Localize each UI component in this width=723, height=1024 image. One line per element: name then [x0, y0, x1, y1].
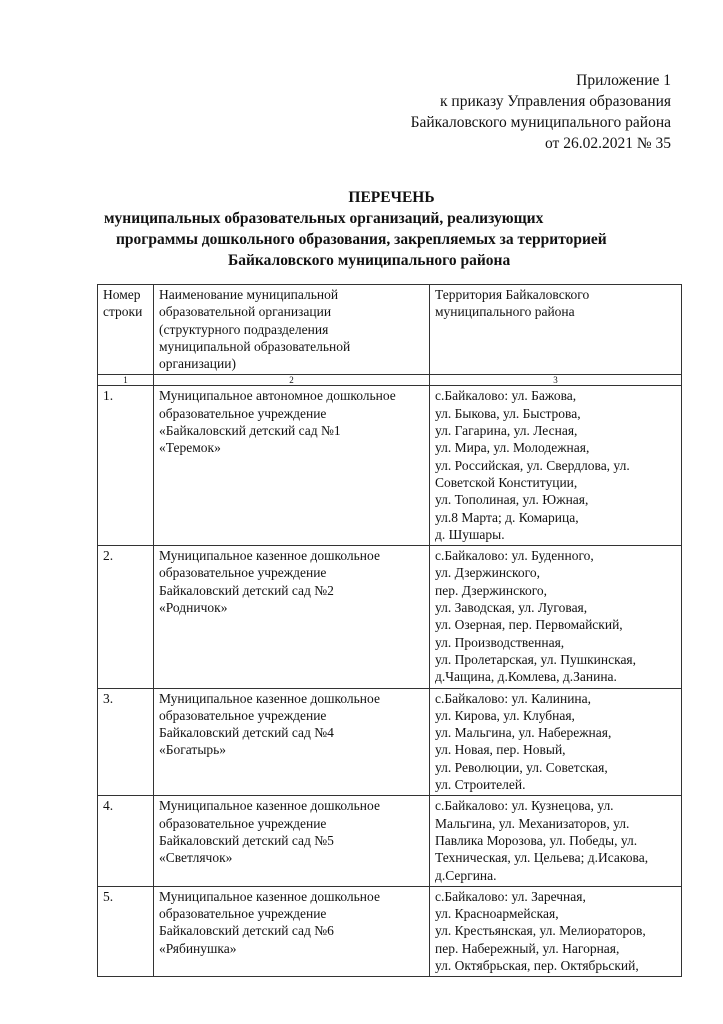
cell-text-line: образовательное учреждение [159, 565, 327, 581]
organization-name [154, 796, 430, 886]
cell-text-line: «Родничок» [159, 600, 228, 616]
cell-text-line: «Светлячок» [159, 850, 233, 866]
territory [430, 688, 682, 796]
header-cell-organization [154, 285, 430, 375]
cell-text-line: ул. Дзержинского, [435, 565, 540, 581]
organizations-table [97, 284, 682, 977]
cell-text-line: Техническая, ул. Цельева; д.Исакова, [435, 850, 649, 866]
cell-text-line: «Богатырь» [159, 742, 227, 758]
cell-text-line: Наименование муниципальной [159, 287, 339, 302]
organization-name [154, 886, 430, 976]
organization-name [154, 688, 430, 796]
cell-text-line: строки [103, 304, 143, 320]
cell-text-line: д.Чащина, д.Комлева, д.Занина. [435, 669, 617, 685]
cell-text-line: «Байкаловский детский сад №1 [159, 423, 341, 439]
title-line: Байкаловского муниципального района [228, 252, 511, 269]
territory [430, 886, 682, 976]
appendix-line: к приказу Управления образования [440, 93, 671, 110]
cell-text-line: Муниципальное казенное дошкольное [159, 888, 380, 904]
cell-text-line: с.Байкалово: ул. Буденного, [435, 548, 594, 564]
appendix-line: Байкаловского муниципального района [410, 114, 671, 131]
row-number: 1. [98, 386, 154, 546]
row-number: 3. [98, 688, 154, 796]
table-row [98, 796, 682, 886]
cell-text-line: Муниципальное казенное дошкольное [159, 548, 380, 564]
row-number: 5. [98, 886, 154, 976]
cell-text-line: Байкаловский детский сад №5 [159, 832, 334, 848]
cell-text-line: д.Сергина. [435, 867, 497, 883]
cell-text-line: ул.8 Марта; д. Комарица, [435, 509, 579, 525]
row-number: 2. [98, 546, 154, 688]
table-row [98, 886, 682, 976]
cell-text-line: Муниципальное автономное дошкольное [159, 388, 396, 404]
cell-text-line: образовательное учреждение [159, 815, 327, 831]
cell-text-line: ул. Строителей. [435, 777, 526, 793]
cell-text-line: Муниципальное казенное дошкольное [159, 798, 380, 814]
title-line: программы дошкольного образования, закрепляемых за территорией [116, 231, 607, 248]
row-number: 4. [98, 796, 154, 886]
appendix-line: Приложение 1 [576, 72, 671, 89]
cell-text-line: пер. Дзержинского, [435, 582, 548, 598]
header-cell-number [98, 285, 154, 375]
column-numbers-row [98, 375, 682, 386]
cell-text-line: ул. Революции, ул. Советская, [435, 759, 608, 775]
cell-text-line: образовательное учреждение [159, 707, 327, 723]
cell-text-line: образовательной организации [159, 304, 332, 320]
cell-text-line: Муниципальное казенное дошкольное [159, 690, 380, 706]
cell-text-line: «Теремок» [159, 440, 221, 456]
cell-text-line: с.Байкалово: ул. Бажова, [435, 388, 577, 404]
territory [430, 546, 682, 688]
cell-text-line: с.Байкалово: ул. Кузнецова, ул. [435, 798, 614, 814]
cell-text-line: Байкаловский детский сад №4 [159, 725, 334, 741]
cell-text-line: ул. Гагарина, ул. Лесная, [435, 423, 578, 439]
cell-text-line: муниципальной образовательной [159, 338, 351, 354]
title-line: ПЕРЕЧЕНЬ [348, 189, 435, 206]
cell-text-line: (структурного подразделения [159, 321, 329, 337]
territory [430, 386, 682, 546]
cell-text-line: д. Шушары. [435, 526, 505, 542]
cell-text-line: Байкаловский детский сад №2 [159, 582, 334, 598]
cell-text-line: ул. Производственная, [435, 634, 565, 650]
cell-text-line: ул. Тополиная, ул. Южная, [435, 492, 589, 508]
cell-text-line: с.Байкалово: ул. Заречная, [435, 888, 586, 904]
cell-text-line: Байкаловский детский сад №6 [159, 923, 334, 939]
title-line: муниципальных образовательных организаций, реализующих [104, 210, 544, 227]
document-title [0, 187, 723, 271]
header-cell-territory [430, 285, 682, 375]
appendix-line: от 26.02.2021 № 35 [545, 135, 671, 152]
cell-text-line: ул. Пролетарская, ул. Пушкинская, [435, 651, 637, 667]
cell-text-line: Павлика Морозова, ул. Победы, ул. [435, 832, 638, 848]
cell-text-line: Номер [103, 287, 141, 302]
cell-text-line: ул. Быкова, ул. Быстрова, [435, 405, 581, 421]
cell-text-line: образовательное учреждение [159, 906, 327, 922]
table-row [98, 386, 682, 546]
cell-text-line: ул. Новая, пер. Новый, [435, 742, 566, 758]
cell-text-line: «Рябинушка» [159, 940, 237, 956]
cell-text-line: ул. Кирова, ул. Клубная, [435, 707, 575, 723]
column-number: 1 [98, 375, 154, 386]
appendix-header [411, 70, 671, 154]
cell-text-line: ул. Крестьянская, ул. Мелиораторов, [435, 923, 646, 939]
cell-text-line: ул. Мира, ул. Молодежная, [435, 440, 590, 456]
cell-text-line: пер. Набережный, ул. Нагорная, [435, 940, 620, 956]
cell-text-line: с.Байкалово: ул. Калинина, [435, 690, 592, 706]
cell-text-line: ул. Мальгина, ул. Набережная, [435, 725, 612, 741]
column-number: 2 [154, 375, 430, 386]
cell-text-line: ул. Октябрьская, пер. Октябрьский, [435, 957, 639, 973]
territory [430, 796, 682, 886]
column-number: 3 [430, 375, 682, 386]
cell-text-line: Территория Байкаловского [435, 287, 590, 302]
cell-text-line: ул. Озерная, пер. Первомайский, [435, 617, 623, 633]
cell-text-line: Мальгина, ул. Механизаторов, ул. [435, 815, 630, 831]
cell-text-line: образовательное учреждение [159, 405, 327, 421]
table-row [98, 546, 682, 688]
organization-name [154, 386, 430, 546]
cell-text-line: Советской Конституции, [435, 474, 578, 490]
cell-text-line: ул. Красноармейская, [435, 906, 559, 922]
cell-text-line: ул. Российская, ул. Свердлова, ул. [435, 457, 630, 473]
cell-text-line: ул. Заводская, ул. Луговая, [435, 600, 588, 616]
table-header-row [98, 285, 682, 375]
organization-name [154, 546, 430, 688]
table-row [98, 688, 682, 796]
cell-text-line: муниципального района [435, 304, 575, 320]
cell-text-line: организации) [159, 356, 236, 372]
